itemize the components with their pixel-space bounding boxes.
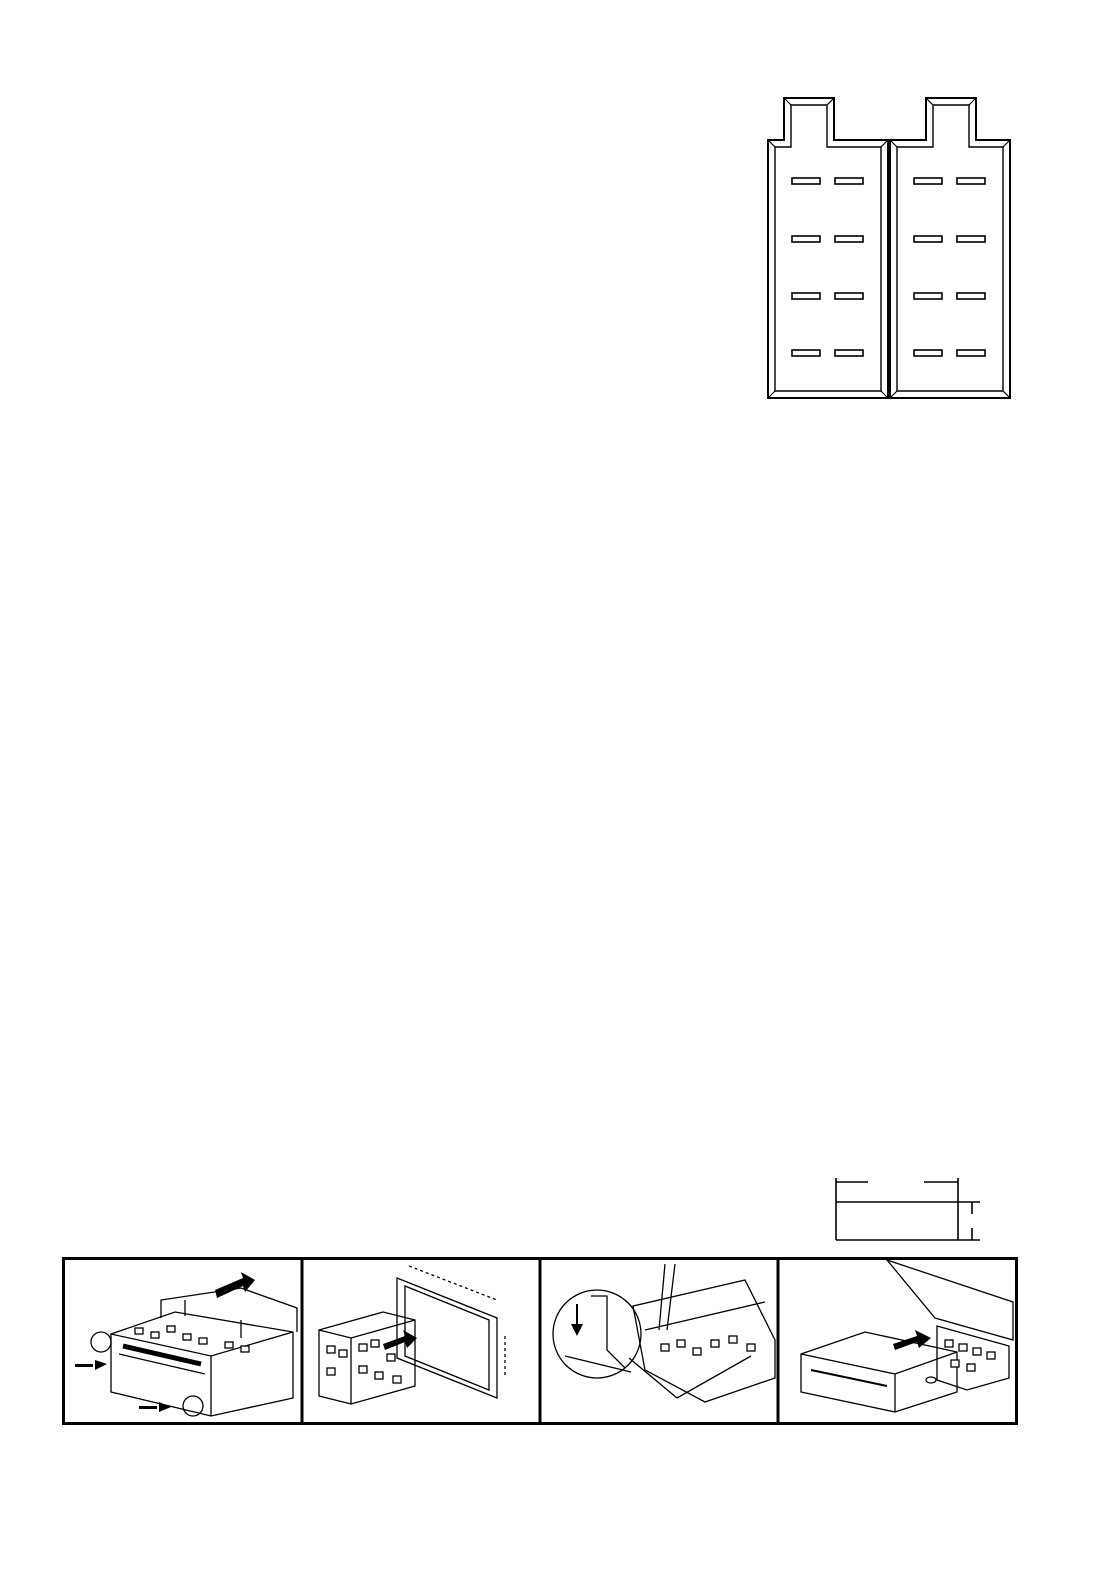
connector-pin-slot [835,293,863,299]
connector-pin-slot [835,236,863,242]
connector-pin-slot [957,350,985,356]
connector-pin-slot [914,178,942,184]
connector-pin-slot [792,350,820,356]
connector-pin-slot [792,236,820,242]
connector-pin-slot [914,236,942,242]
connector-pin-slot [792,178,820,184]
remove-unit-from-sleeve-icon [75,1272,297,1416]
connector-pin-slot [792,293,820,299]
cutout-dimension-icon [832,1172,986,1244]
attach-trim-frame-icon [319,1266,505,1404]
connector-pin-slot [957,293,985,299]
slide-unit-into-sleeve-icon [801,1260,1013,1412]
iso-connector-icon [760,92,1020,404]
connector-pin-slot [914,293,942,299]
installation-steps-strip [62,1257,1018,1425]
connector-pin-slot [835,178,863,184]
connector-pin-slot [835,350,863,356]
connector-pin-slot [957,178,985,184]
connector-pin-slot [957,236,985,242]
connector-pin-slot [914,350,942,356]
bend-mounting-tabs-icon [553,1264,775,1402]
